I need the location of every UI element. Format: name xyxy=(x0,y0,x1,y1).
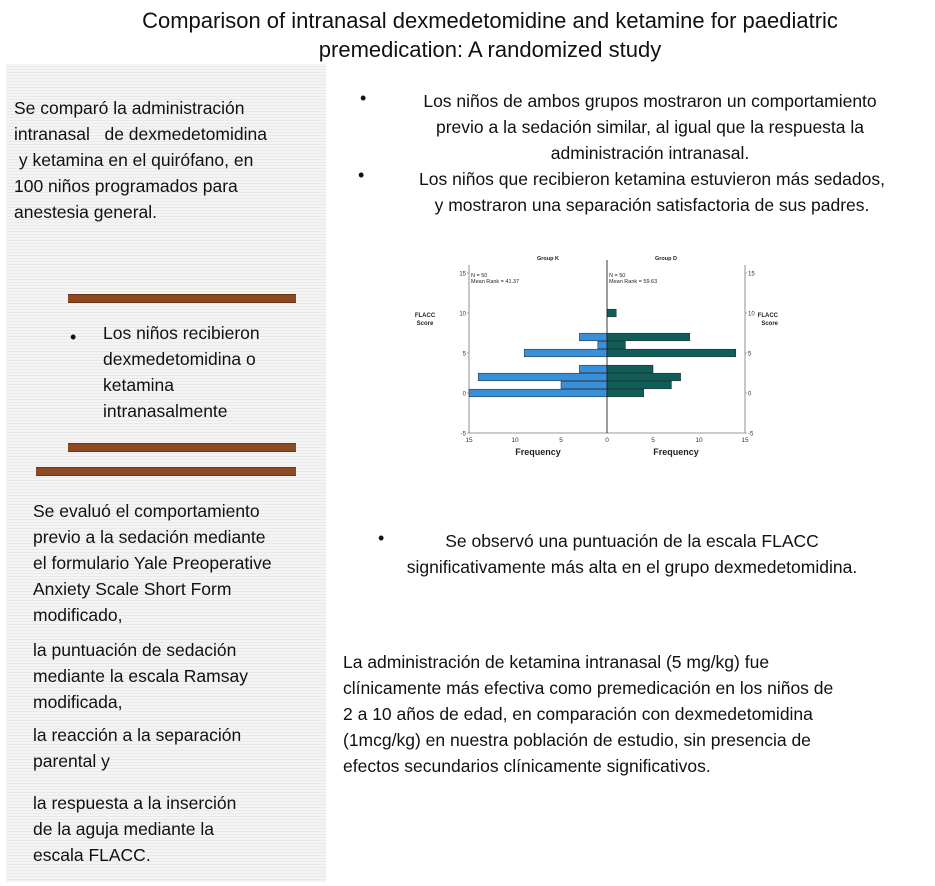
group-d-bar xyxy=(607,365,653,373)
y-tick-label-right: 5 xyxy=(748,351,752,358)
x-axis-label-left: Frequency xyxy=(515,447,561,457)
x-tick-label: 0 xyxy=(605,437,609,444)
bullet-marker: • xyxy=(358,165,365,185)
y-axis-label-left-l2: Score xyxy=(416,321,434,327)
conclusion-line: efectos secundarios clínicamente significativos. xyxy=(343,756,711,776)
finding-line: Se observó una puntuación de la escala FLACC xyxy=(445,531,819,551)
group-d-bar xyxy=(607,309,616,317)
needle-line: la respuesta a la inserción xyxy=(33,793,237,813)
intro-line: intranasal de dexmedetomidina xyxy=(14,124,267,144)
conclusion-line: La administración de ketamina intranasal (5 mg/kg) fue xyxy=(343,652,770,672)
evaluation-line: previo a la sedación mediante xyxy=(33,527,266,547)
separation-text xyxy=(33,722,328,774)
intro-line: Se comparó la administración xyxy=(14,98,245,118)
group-d-bar xyxy=(607,389,644,397)
group-k-bar xyxy=(598,341,607,349)
conclusion-line: (1mcg/kg) en nuestra población de estudio, sin presencia de xyxy=(343,730,811,750)
y-tick-label-right: 15 xyxy=(748,271,755,278)
intro-line: y ketamina en el quirófano, en xyxy=(14,150,254,170)
finding-line: previo a la sedación similar, al igual que la respuesta la xyxy=(435,117,865,137)
finding-line: Los niños que recibieron ketamina estuvieron más sedados, xyxy=(419,169,885,189)
x-tick-label: 15 xyxy=(741,437,749,444)
y-tick-label-left: -5 xyxy=(460,431,466,438)
series-stat-text: Mean Rank = 41.37 xyxy=(471,279,520,285)
title-line-1: Comparison of intranasal dexmedetomidine and ketamine for paediatric xyxy=(142,8,838,33)
needle-line: escala FLACC. xyxy=(33,845,151,865)
group-d-bar xyxy=(607,381,671,389)
group-d-bar xyxy=(607,341,625,349)
conclusion-text xyxy=(343,649,933,779)
group-d-bar xyxy=(607,349,736,357)
finding-line: y mostraron una separación satisfactoria de sus padres. xyxy=(434,195,870,215)
evaluation-line: modificado, xyxy=(33,605,123,625)
evaluation-line: el formulario Yale Preoperative xyxy=(33,553,272,573)
x-tick-label: 5 xyxy=(559,437,563,444)
recipients-bullet xyxy=(103,320,313,424)
title-line-2: premedication: A randomized study xyxy=(318,37,662,62)
x-tick-label: 5 xyxy=(651,437,655,444)
conclusion-line: clínicamente más efectiva como premedicación en los niños de xyxy=(343,678,834,698)
bullet-marker: • xyxy=(70,327,77,347)
finding-ketamine-sedation xyxy=(372,166,932,218)
group-k-bar xyxy=(469,389,607,397)
x-tick-label: 15 xyxy=(465,437,473,444)
x-tick-label: 10 xyxy=(695,437,703,444)
intro-line: anestesia general. xyxy=(14,202,158,222)
sedation-text xyxy=(33,637,328,715)
group-k-bar xyxy=(524,349,607,357)
group-k-bar xyxy=(579,333,607,341)
intro-line: 100 niños programados para xyxy=(14,176,238,196)
y-tick-label-right: 10 xyxy=(748,311,755,318)
evaluation-text xyxy=(33,498,328,628)
page-title xyxy=(60,6,920,64)
y-tick-label-left: 10 xyxy=(459,311,466,318)
y-tick-label-left: 5 xyxy=(462,351,466,358)
needle-text xyxy=(33,790,328,868)
y-tick-label-left: 0 xyxy=(462,391,466,398)
bullet-line: ketamina xyxy=(103,375,175,395)
bullet-marker: • xyxy=(360,88,367,108)
conclusion-line: 2 a 10 años de edad, en comparación con dexmedetomidina xyxy=(343,704,813,724)
y-axis-label-right-l2: Score xyxy=(761,321,778,327)
series-stat-text: Mean Rank = 59.63 xyxy=(609,279,658,285)
group-k-bar xyxy=(561,381,607,389)
finding-line: administración intranasal. xyxy=(550,143,750,163)
group-d-title: Group D xyxy=(655,256,677,262)
intro-text xyxy=(14,95,324,225)
x-tick-label: 10 xyxy=(511,437,519,444)
sedation-line: mediante la escala Ramsay xyxy=(33,666,248,686)
group-k-title: Group K xyxy=(537,256,559,262)
sedation-line: modificada, xyxy=(33,692,123,712)
group-k-bar xyxy=(478,373,607,381)
y-tick-label-right: -5 xyxy=(748,431,754,438)
group-k-bar xyxy=(579,365,607,373)
series-stat-text: N = 50 xyxy=(609,273,626,279)
flacc-chart xyxy=(400,250,780,470)
sedation-line: la puntuación de sedación xyxy=(33,640,237,660)
bullet-line: intranasalmente xyxy=(103,401,228,421)
divider-bar xyxy=(68,443,296,452)
separation-line: parental y xyxy=(33,751,110,771)
y-tick-label-left: 15 xyxy=(459,271,466,278)
y-axis-label-right-l1: FLACC xyxy=(757,313,778,319)
needle-line: de la aguja mediante la xyxy=(33,819,214,839)
divider-bar xyxy=(68,294,296,303)
evaluation-line: Anxiety Scale Short Form xyxy=(33,579,232,599)
bullet-line: dexmedetomidina o xyxy=(103,349,256,369)
group-d-bar xyxy=(607,373,681,381)
group-d-bar xyxy=(607,333,690,341)
finding-flacc-higher xyxy=(352,528,912,580)
divider-bar xyxy=(36,467,296,476)
y-tick-label-right: 0 xyxy=(748,391,752,398)
evaluation-line: Se evaluó el comportamiento xyxy=(33,501,260,521)
finding-line: Los niños de ambos grupos mostraron un comportamiento xyxy=(423,91,877,111)
separation-line: la reacción a la separación xyxy=(33,725,242,745)
bullet-line: Los niños recibieron xyxy=(103,323,260,343)
y-axis-label-left-l1: FLACC xyxy=(414,313,436,319)
finding-line: significativamente más alta en el grupo dexmedetomidina. xyxy=(406,557,858,577)
finding-similar-behavior xyxy=(380,88,920,166)
bullet-marker: • xyxy=(378,528,385,548)
series-stat-text: N = 50 xyxy=(471,273,488,279)
x-axis-label-right: Frequency xyxy=(653,447,699,457)
